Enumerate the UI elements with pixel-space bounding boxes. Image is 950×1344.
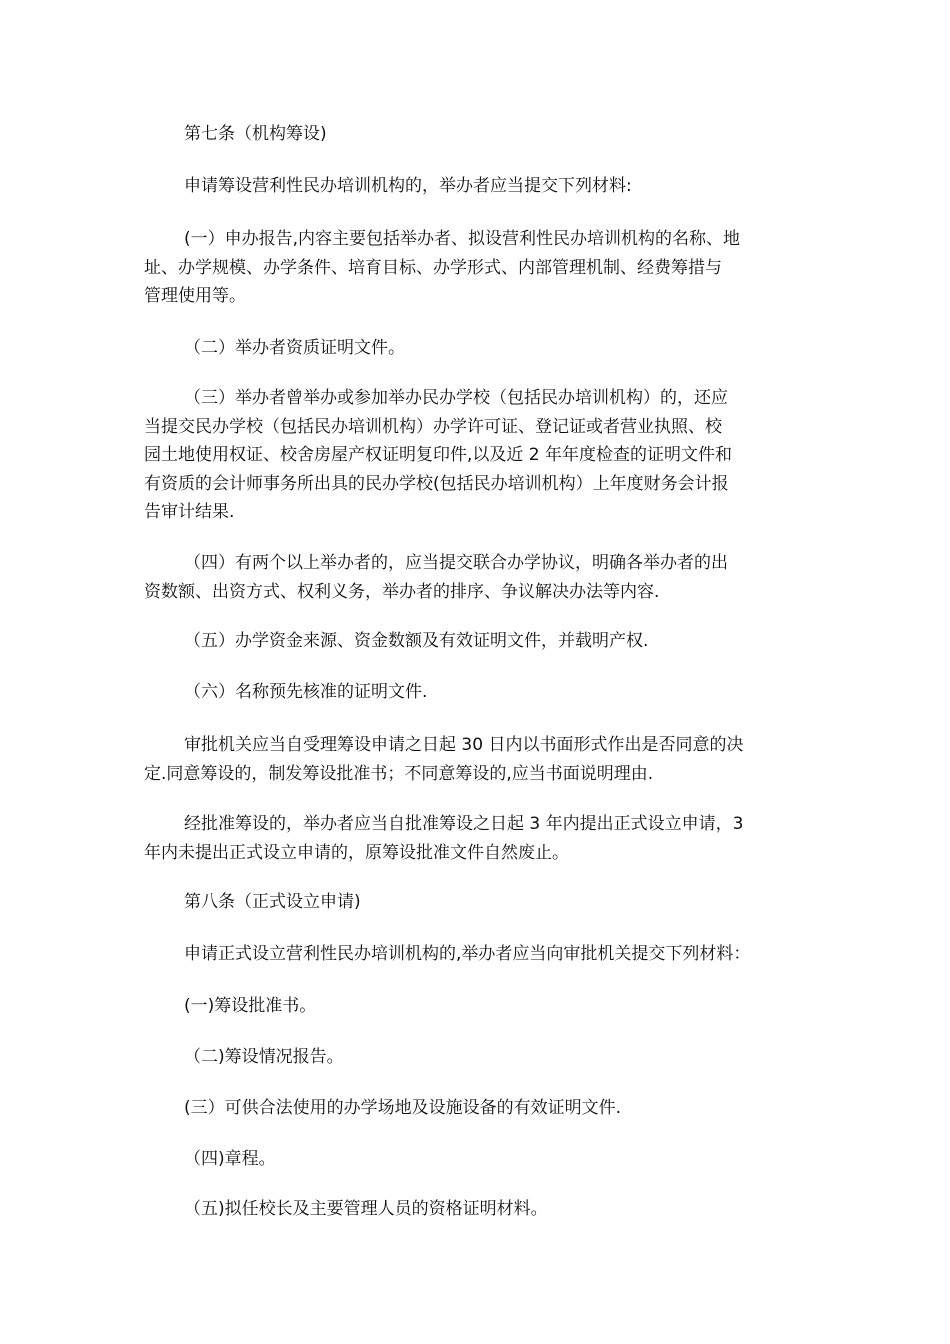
text-line: 申请筹设营利性民办培训机构的，举办者应当提交下列材料: bbox=[184, 176, 632, 196]
text-line: （六）名称预先核准的证明文件. bbox=[184, 682, 428, 702]
article-7-item-4 bbox=[144, 549, 816, 606]
article-7-item-3 bbox=[144, 384, 816, 527]
article-8-item-2 bbox=[144, 1043, 816, 1072]
text-line: 年内未提出正式设立申请的，原筹设批准文件自然废止。 bbox=[144, 842, 569, 863]
text-line: (一）申办报告,内容主要包括举办者、拟设营利性民办培训机构的名称、地 bbox=[184, 229, 741, 249]
article-7-item-6 bbox=[144, 678, 816, 707]
article-7-item-1 bbox=[144, 225, 816, 311]
text-line: （四)章程。 bbox=[184, 1149, 276, 1169]
text-line: （四）有两个以上举办者的，应当提交联合办学协议，明确各举办者的出 bbox=[184, 553, 728, 573]
text-line: （二）举办者资质证明文件。 bbox=[184, 338, 405, 358]
text-line: 资数额、出资方式、权利义务，举办者的排序、争议解决办法等内容. bbox=[144, 581, 660, 602]
text-line: 经批准筹设的，举办者应当自批准筹设之日起 3 年内提出正式设立申请，3 bbox=[184, 814, 744, 834]
text-line: 址、办学规模、办学条件、培育目标、办学形式、内部管理机制、经费筹措与 bbox=[144, 257, 722, 278]
text-line: (三）可供合法使用的办学场地及设施设备的有效证明文件. bbox=[184, 1098, 622, 1118]
article-7-item-5 bbox=[144, 627, 816, 656]
text-line: 审批机关应当自受理筹设申请之日起 30 日内以书面形式作出是否同意的决 bbox=[184, 735, 744, 755]
text-line: （五)拟任校长及主要管理人员的资格证明材料。 bbox=[184, 1199, 548, 1219]
text-line: 园土地使用权证、校舍房屋产权证明复印件,以及近 2 年年度检查的证明文件和 bbox=[144, 445, 733, 465]
text-line: 申请正式设立营利性民办培训机构的,举办者应当向审批机关提交下列材料： bbox=[184, 944, 751, 964]
text-line: 定.同意筹设的，制发筹设批准书；不同意筹设的,应当书面说明理由. bbox=[144, 763, 654, 784]
text-line: 有资质的会计师事务所出具的民办学校(包括民办培训机构）上年度财务会计报 bbox=[144, 473, 729, 494]
text-line: 第七条（机构筹设) bbox=[184, 124, 327, 144]
text-line: (一)筹设批准书。 bbox=[184, 996, 317, 1016]
article-8-intro bbox=[144, 940, 816, 969]
text-line: （三）举办者曾举办或参加举办民办学校（包括民办培训机构）的，还应 bbox=[184, 388, 728, 408]
article-7-approval bbox=[144, 731, 816, 788]
text-line: 当提交民办学校（包括民办培训机构）办学许可证、登记证或者营业执照、校 bbox=[144, 416, 722, 437]
text-line: 管理使用等。 bbox=[144, 286, 246, 306]
text-line: （五）办学资金来源、资金数额及有效证明文件，并载明产权. bbox=[184, 631, 649, 651]
article-8-item-4 bbox=[144, 1145, 816, 1174]
article-8-item-1 bbox=[144, 992, 816, 1021]
text-line: 第八条（正式设立申请) bbox=[184, 892, 361, 912]
article-7-deadline bbox=[144, 810, 816, 867]
article-7-heading bbox=[144, 120, 816, 149]
article-7-intro bbox=[144, 172, 816, 201]
article-8-item-5 bbox=[144, 1195, 816, 1224]
article-8-heading bbox=[144, 888, 816, 917]
article-7-item-2 bbox=[144, 334, 816, 363]
text-line: 告审计结果. bbox=[144, 502, 235, 522]
text-line: （二)筹设情况报告。 bbox=[184, 1047, 344, 1067]
article-8-item-3 bbox=[144, 1094, 816, 1123]
